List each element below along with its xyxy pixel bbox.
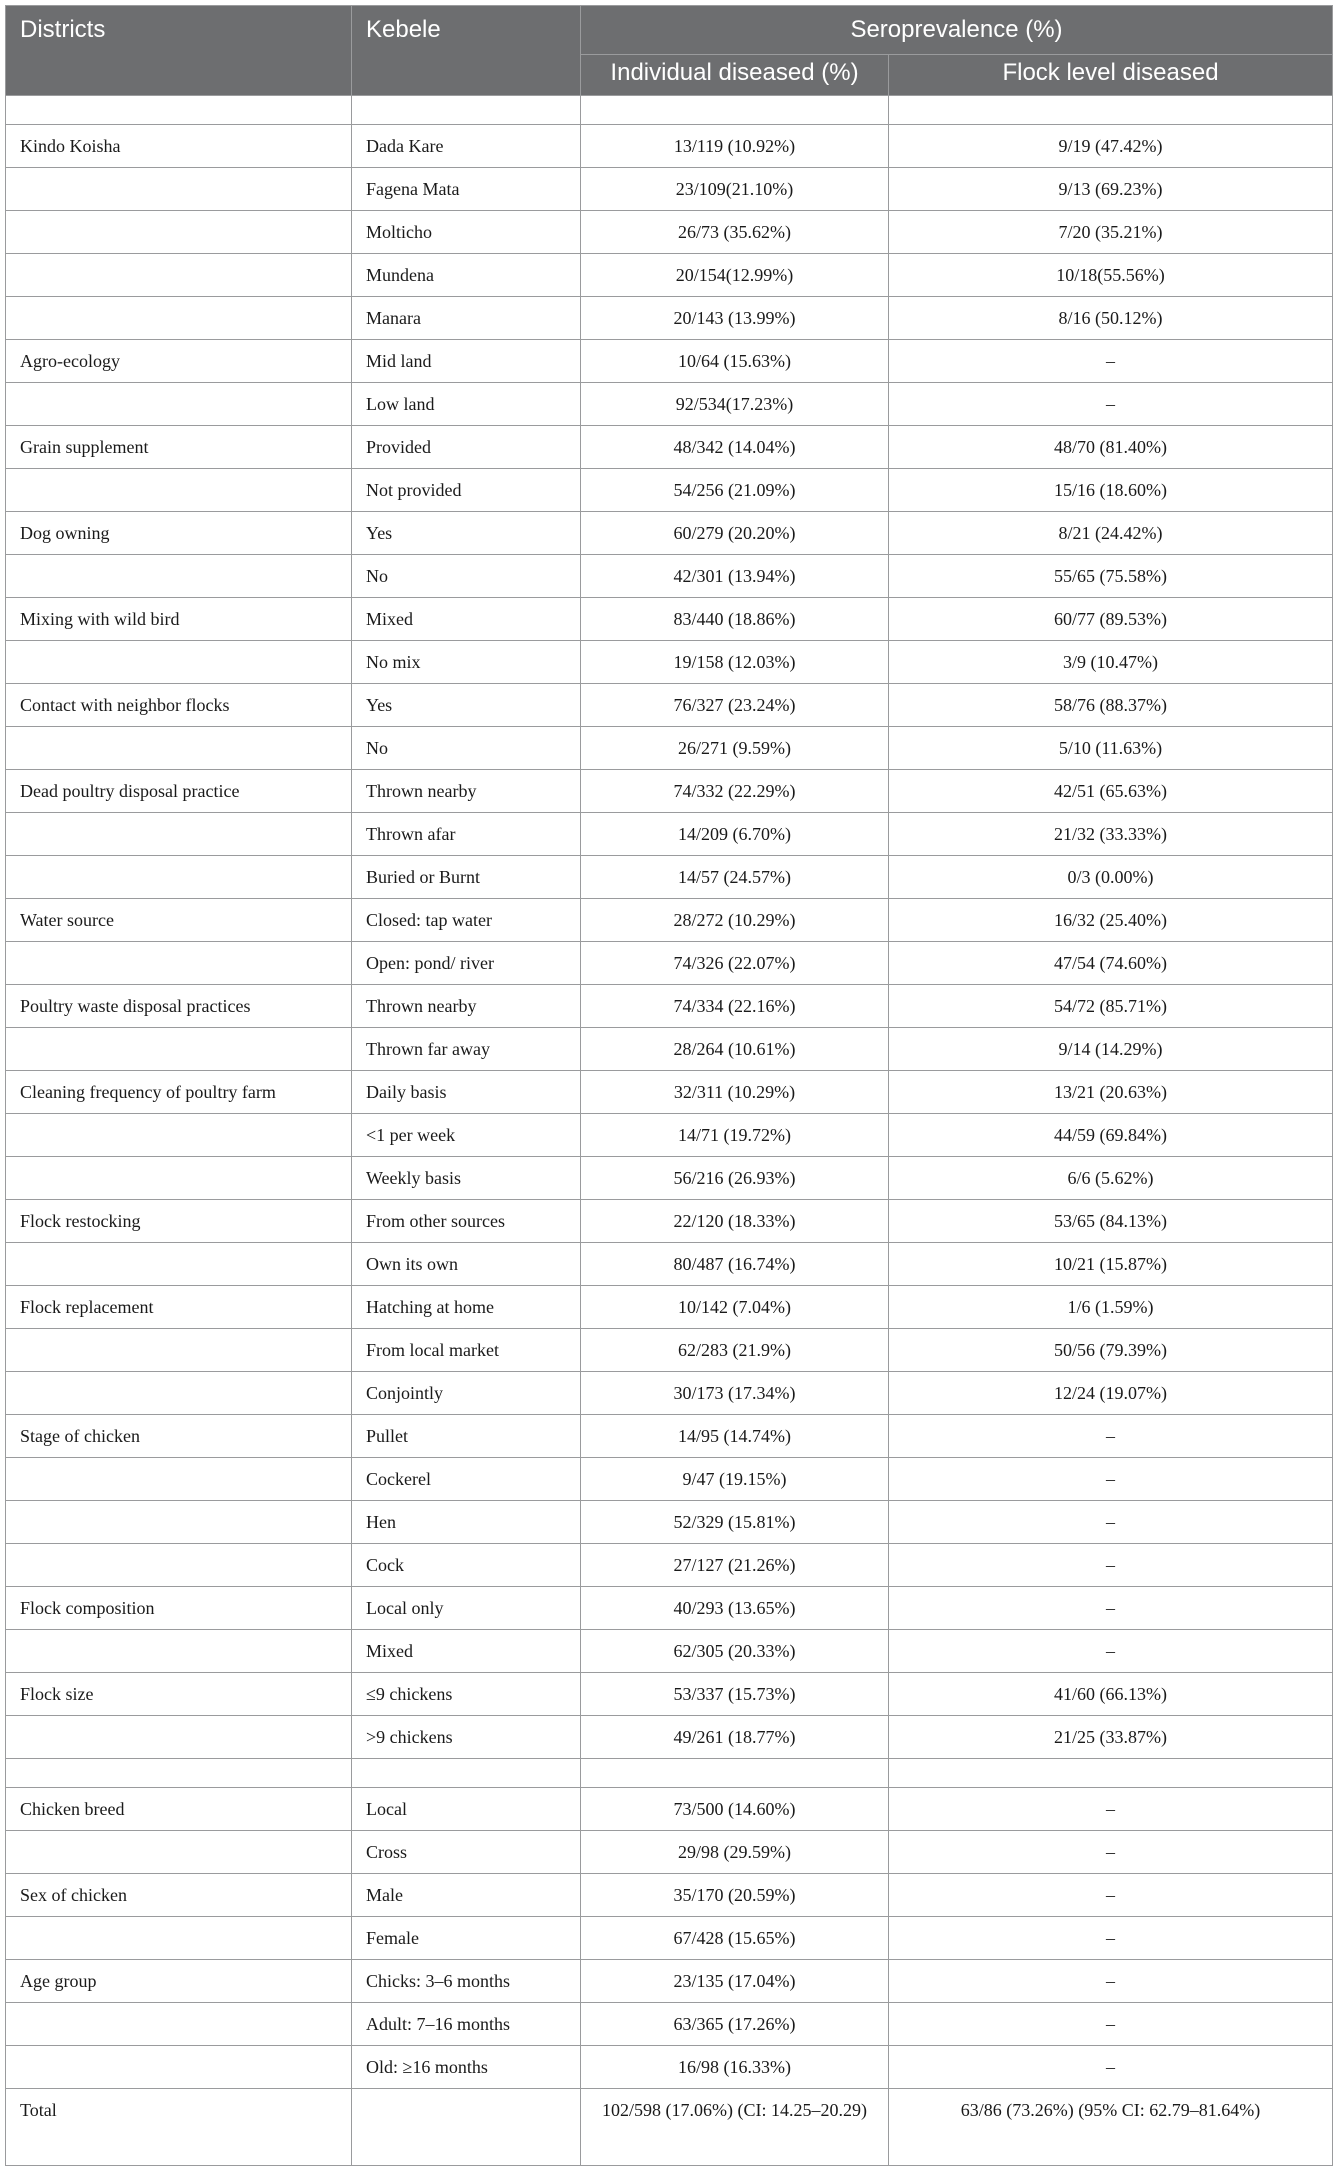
flock-level-diseased-cell: 12/24 (19.07%) — [889, 1372, 1333, 1415]
table-row — [6, 1329, 1333, 1372]
flock-level-diseased-cell: – — [889, 2003, 1333, 2046]
individual-diseased-cell: 16/98 (16.33%) — [581, 2046, 889, 2089]
table-row — [6, 426, 1333, 469]
district-cell — [6, 1243, 352, 1286]
table-header — [6, 6, 1333, 96]
table-row — [6, 770, 1333, 813]
district-cell — [6, 1372, 352, 1415]
flock-level-diseased-cell — [889, 96, 1333, 125]
individual-diseased-cell: 22/120 (18.33%) — [581, 1200, 889, 1243]
individual-diseased-cell: 35/170 (20.59%) — [581, 1874, 889, 1917]
district-cell: Age group — [6, 1960, 352, 2003]
table-row — [6, 555, 1333, 598]
flock-level-diseased-cell: – — [889, 1831, 1333, 1874]
table-row — [6, 1960, 1333, 2003]
individual-diseased-cell: 29/98 (29.59%) — [581, 1831, 889, 1874]
kebele-cell: Chicks: 3–6 months — [352, 1960, 581, 2003]
flock-level-diseased-cell: 15/16 (18.60%) — [889, 469, 1333, 512]
flock-level-diseased-cell: 41/60 (66.13%) — [889, 1673, 1333, 1716]
district-cell — [6, 1028, 352, 1071]
flock-level-diseased-cell: 10/21 (15.87%) — [889, 1243, 1333, 1286]
kebele-cell: Daily basis — [352, 1071, 581, 1114]
district-cell — [6, 383, 352, 426]
district-cell: Cleaning frequency of poultry farm — [6, 1071, 352, 1114]
table-row — [6, 684, 1333, 727]
table-row — [6, 125, 1333, 168]
individual-diseased-cell: 67/428 (15.65%) — [581, 1917, 889, 1960]
kebele-cell: Hen — [352, 1501, 581, 1544]
flock-level-diseased-cell: 21/25 (33.87%) — [889, 1716, 1333, 1759]
individual-diseased-cell: 80/487 (16.74%) — [581, 1243, 889, 1286]
district-cell: Kindo Koisha — [6, 125, 352, 168]
flock-level-diseased-cell: 10/18(55.56%) — [889, 254, 1333, 297]
kebele-cell — [352, 1759, 581, 1788]
table-row — [6, 340, 1333, 383]
seroprevalence-table-container — [5, 5, 1332, 2166]
district-cell — [6, 1716, 352, 1759]
district-cell: Flock restocking — [6, 1200, 352, 1243]
district-cell: Contact with neighbor flocks — [6, 684, 352, 727]
table-row — [6, 383, 1333, 426]
table-row — [6, 211, 1333, 254]
kebele-cell: ≤9 chickens — [352, 1673, 581, 1716]
kebele-cell: Mixed — [352, 598, 581, 641]
district-cell: Dead poultry disposal practice — [6, 770, 352, 813]
flock-level-diseased-cell: 7/20 (35.21%) — [889, 211, 1333, 254]
district-cell — [6, 1917, 352, 1960]
kebele-cell: Cross — [352, 1831, 581, 1874]
flock-level-diseased-cell: 8/21 (24.42%) — [889, 512, 1333, 555]
individual-diseased-cell: 62/283 (21.9%) — [581, 1329, 889, 1372]
district-cell: Total — [6, 2089, 352, 2166]
district-cell — [6, 1157, 352, 1200]
district-cell: Flock composition — [6, 1587, 352, 1630]
kebele-cell: Closed: tap water — [352, 899, 581, 942]
kebele-cell: Cockerel — [352, 1458, 581, 1501]
individual-diseased-cell: 26/73 (35.62%) — [581, 211, 889, 254]
table-row — [6, 598, 1333, 641]
header-seroprevalence: Seroprevalence (%) — [581, 6, 1333, 55]
table-row — [6, 1630, 1333, 1673]
kebele-cell: Local — [352, 1788, 581, 1831]
table-row — [6, 1917, 1333, 1960]
district-cell: Water source — [6, 899, 352, 942]
kebele-cell — [352, 96, 581, 125]
flock-level-diseased-cell: 60/77 (89.53%) — [889, 598, 1333, 641]
flock-level-diseased-cell: 63/86 (73.26%) (95% CI: 62.79–81.64%) — [889, 2089, 1333, 2166]
flock-level-diseased-cell: – — [889, 1917, 1333, 1960]
table-row — [6, 1716, 1333, 1759]
district-cell: Flock replacement — [6, 1286, 352, 1329]
individual-diseased-cell: 14/95 (14.74%) — [581, 1415, 889, 1458]
kebele-cell: Thrown far away — [352, 1028, 581, 1071]
table-row — [6, 1458, 1333, 1501]
kebele-cell: <1 per week — [352, 1114, 581, 1157]
district-cell: Chicken breed — [6, 1788, 352, 1831]
district-cell — [6, 297, 352, 340]
flock-level-diseased-cell: 53/65 (84.13%) — [889, 1200, 1333, 1243]
individual-diseased-cell: 26/271 (9.59%) — [581, 727, 889, 770]
flock-level-diseased-cell: 9/14 (14.29%) — [889, 1028, 1333, 1071]
flock-level-diseased-cell: 9/19 (47.42%) — [889, 125, 1333, 168]
kebele-cell: Thrown nearby — [352, 985, 581, 1028]
flock-level-diseased-cell: 3/9 (10.47%) — [889, 641, 1333, 684]
table-row — [6, 1243, 1333, 1286]
district-cell — [6, 813, 352, 856]
district-cell — [6, 211, 352, 254]
table-row — [6, 1415, 1333, 1458]
district-cell — [6, 856, 352, 899]
individual-diseased-cell: 13/119 (10.92%) — [581, 125, 889, 168]
flock-level-diseased-cell: 0/3 (0.00%) — [889, 856, 1333, 899]
table-row — [6, 2003, 1333, 2046]
kebele-cell: Female — [352, 1917, 581, 1960]
district-cell — [6, 1544, 352, 1587]
flock-level-diseased-cell: – — [889, 383, 1333, 426]
flock-level-diseased-cell: – — [889, 1874, 1333, 1917]
individual-diseased-cell: 74/332 (22.29%) — [581, 770, 889, 813]
flock-level-diseased-cell: 58/76 (88.37%) — [889, 684, 1333, 727]
district-cell — [6, 727, 352, 770]
kebele-cell: Provided — [352, 426, 581, 469]
individual-diseased-cell: 62/305 (20.33%) — [581, 1630, 889, 1673]
flock-level-diseased-cell: – — [889, 1630, 1333, 1673]
kebele-cell: Mixed — [352, 1630, 581, 1673]
table-row — [6, 1157, 1333, 1200]
kebele-cell: From other sources — [352, 1200, 581, 1243]
flock-level-diseased-cell: – — [889, 1960, 1333, 2003]
kebele-cell: From local market — [352, 1329, 581, 1372]
table-row — [6, 942, 1333, 985]
kebele-cell: Open: pond/ river — [352, 942, 581, 985]
district-cell: Mixing with wild bird — [6, 598, 352, 641]
individual-diseased-cell: 28/264 (10.61%) — [581, 1028, 889, 1071]
individual-diseased-cell: 9/47 (19.15%) — [581, 1458, 889, 1501]
header-kebele: Kebele — [352, 6, 581, 96]
kebele-cell: Fagena Mata — [352, 168, 581, 211]
kebele-cell: Thrown nearby — [352, 770, 581, 813]
flock-level-diseased-cell: 13/21 (20.63%) — [889, 1071, 1333, 1114]
kebele-cell: Mundena — [352, 254, 581, 297]
individual-diseased-cell: 20/154(12.99%) — [581, 254, 889, 297]
table-row — [6, 254, 1333, 297]
district-cell — [6, 641, 352, 684]
individual-diseased-cell: 83/440 (18.86%) — [581, 598, 889, 641]
district-cell — [6, 1501, 352, 1544]
flock-level-diseased-cell: 21/32 (33.33%) — [889, 813, 1333, 856]
individual-diseased-cell: 52/329 (15.81%) — [581, 1501, 889, 1544]
flock-level-diseased-cell: – — [889, 1458, 1333, 1501]
district-cell — [6, 168, 352, 211]
table-row — [6, 813, 1333, 856]
seroprevalence-table — [5, 5, 1333, 2166]
table-row — [6, 2046, 1333, 2089]
kebele-cell: Pullet — [352, 1415, 581, 1458]
kebele-cell: >9 chickens — [352, 1716, 581, 1759]
individual-diseased-cell: 56/216 (26.93%) — [581, 1157, 889, 1200]
district-cell: Poultry waste disposal practices — [6, 985, 352, 1028]
kebele-cell: Adult: 7–16 months — [352, 2003, 581, 2046]
kebele-cell: Weekly basis — [352, 1157, 581, 1200]
kebele-cell: Own its own — [352, 1243, 581, 1286]
individual-diseased-cell: 40/293 (13.65%) — [581, 1587, 889, 1630]
district-cell: Sex of chicken — [6, 1874, 352, 1917]
individual-diseased-cell: 14/71 (19.72%) — [581, 1114, 889, 1157]
table-row — [6, 1286, 1333, 1329]
table-row — [6, 1372, 1333, 1415]
table-row — [6, 727, 1333, 770]
district-cell: Grain supplement — [6, 426, 352, 469]
kebele-cell: Conjointly — [352, 1372, 581, 1415]
district-cell — [6, 1458, 352, 1501]
flock-level-diseased-cell — [889, 1759, 1333, 1788]
header-flock-level-diseased: Flock level diseased — [889, 55, 1333, 96]
table-row — [6, 1028, 1333, 1071]
table-row — [6, 985, 1333, 1028]
district-cell: Agro-ecology — [6, 340, 352, 383]
table-row — [6, 1200, 1333, 1243]
kebele-cell: Not provided — [352, 469, 581, 512]
kebele-cell: Yes — [352, 512, 581, 555]
table-row — [6, 469, 1333, 512]
kebele-cell: Mid land — [352, 340, 581, 383]
individual-diseased-cell: 10/64 (15.63%) — [581, 340, 889, 383]
kebele-cell: Male — [352, 1874, 581, 1917]
individual-diseased-cell: 53/337 (15.73%) — [581, 1673, 889, 1716]
individual-diseased-cell: 63/365 (17.26%) — [581, 2003, 889, 2046]
individual-diseased-cell: 74/334 (22.16%) — [581, 985, 889, 1028]
individual-diseased-cell — [581, 1759, 889, 1788]
district-cell — [6, 555, 352, 598]
district-cell: Dog owning — [6, 512, 352, 555]
table-row — [6, 1788, 1333, 1831]
kebele-cell: Yes — [352, 684, 581, 727]
kebele-cell: No — [352, 727, 581, 770]
table-row — [6, 1114, 1333, 1157]
flock-level-diseased-cell: – — [889, 1788, 1333, 1831]
flock-level-diseased-cell: 9/13 (69.23%) — [889, 168, 1333, 211]
kebele-cell: No mix — [352, 641, 581, 684]
individual-diseased-cell: 54/256 (21.09%) — [581, 469, 889, 512]
individual-diseased-cell: 49/261 (18.77%) — [581, 1716, 889, 1759]
flock-level-diseased-cell: – — [889, 1587, 1333, 1630]
kebele-cell: Low land — [352, 383, 581, 426]
kebele-cell: Manara — [352, 297, 581, 340]
header-districts: Districts — [6, 6, 352, 96]
kebele-cell: No — [352, 555, 581, 598]
kebele-cell: Cock — [352, 1544, 581, 1587]
individual-diseased-cell: 28/272 (10.29%) — [581, 899, 889, 942]
table-row — [6, 641, 1333, 684]
kebele-cell: Old: ≥16 months — [352, 2046, 581, 2089]
individual-diseased-cell: 76/327 (23.24%) — [581, 684, 889, 727]
individual-diseased-cell: 30/173 (17.34%) — [581, 1372, 889, 1415]
individual-diseased-cell: 48/342 (14.04%) — [581, 426, 889, 469]
table-body — [6, 96, 1333, 2166]
kebele-cell: Buried or Burnt — [352, 856, 581, 899]
individual-diseased-cell: 32/311 (10.29%) — [581, 1071, 889, 1114]
kebele-cell: Molticho — [352, 211, 581, 254]
district-cell — [6, 1759, 352, 1788]
individual-diseased-cell: 60/279 (20.20%) — [581, 512, 889, 555]
flock-level-diseased-cell: – — [889, 1544, 1333, 1587]
district-cell: Stage of chicken — [6, 1415, 352, 1458]
table-row — [6, 856, 1333, 899]
kebele-cell: Thrown afar — [352, 813, 581, 856]
district-cell — [6, 1114, 352, 1157]
district-cell — [6, 1329, 352, 1372]
flock-level-diseased-cell: 42/51 (65.63%) — [889, 770, 1333, 813]
individual-diseased-cell: 10/142 (7.04%) — [581, 1286, 889, 1329]
table-row — [6, 1673, 1333, 1716]
flock-level-diseased-cell: 54/72 (85.71%) — [889, 985, 1333, 1028]
flock-level-diseased-cell: 1/6 (1.59%) — [889, 1286, 1333, 1329]
flock-level-diseased-cell: 50/56 (79.39%) — [889, 1329, 1333, 1372]
district-cell — [6, 2003, 352, 2046]
individual-diseased-cell: 27/127 (21.26%) — [581, 1544, 889, 1587]
flock-level-diseased-cell: – — [889, 1415, 1333, 1458]
flock-level-diseased-cell: 47/54 (74.60%) — [889, 942, 1333, 985]
individual-diseased-cell: 92/534(17.23%) — [581, 383, 889, 426]
individual-diseased-cell: 73/500 (14.60%) — [581, 1788, 889, 1831]
spacer-row — [6, 1759, 1333, 1788]
table-row — [6, 1587, 1333, 1630]
district-cell — [6, 1831, 352, 1874]
table-row — [6, 1071, 1333, 1114]
table-row — [6, 168, 1333, 211]
individual-diseased-cell — [581, 96, 889, 125]
flock-level-diseased-cell: – — [889, 1501, 1333, 1544]
flock-level-diseased-cell: 44/59 (69.84%) — [889, 1114, 1333, 1157]
kebele-cell: Hatching at home — [352, 1286, 581, 1329]
district-cell — [6, 254, 352, 297]
district-cell — [6, 469, 352, 512]
district-cell: Flock size — [6, 1673, 352, 1716]
kebele-cell: Dada Kare — [352, 125, 581, 168]
individual-diseased-cell: 20/143 (13.99%) — [581, 297, 889, 340]
individual-diseased-cell: 23/135 (17.04%) — [581, 1960, 889, 2003]
flock-level-diseased-cell: 6/6 (5.62%) — [889, 1157, 1333, 1200]
flock-level-diseased-cell: 8/16 (50.12%) — [889, 297, 1333, 340]
table-row — [6, 1501, 1333, 1544]
district-cell — [6, 942, 352, 985]
flock-level-diseased-cell: – — [889, 340, 1333, 383]
flock-level-diseased-cell: – — [889, 2046, 1333, 2089]
individual-diseased-cell: 102/598 (17.06%) (CI: 14.25–20.29) — [581, 2089, 889, 2166]
individual-diseased-cell: 74/326 (22.07%) — [581, 942, 889, 985]
table-row — [6, 1874, 1333, 1917]
spacer-row — [6, 96, 1333, 125]
table-row — [6, 1831, 1333, 1874]
flock-level-diseased-cell: 5/10 (11.63%) — [889, 727, 1333, 770]
table-row — [6, 512, 1333, 555]
individual-diseased-cell: 42/301 (13.94%) — [581, 555, 889, 598]
table-row — [6, 899, 1333, 942]
flock-level-diseased-cell: 16/32 (25.40%) — [889, 899, 1333, 942]
flock-level-diseased-cell: 48/70 (81.40%) — [889, 426, 1333, 469]
kebele-cell: Local only — [352, 1587, 581, 1630]
district-cell — [6, 96, 352, 125]
district-cell — [6, 2046, 352, 2089]
individual-diseased-cell: 14/209 (6.70%) — [581, 813, 889, 856]
table-row — [6, 1544, 1333, 1587]
individual-diseased-cell: 23/109(21.10%) — [581, 168, 889, 211]
individual-diseased-cell: 19/158 (12.03%) — [581, 641, 889, 684]
header-individual-diseased: Individual diseased (%) — [581, 55, 889, 96]
flock-level-diseased-cell: 55/65 (75.58%) — [889, 555, 1333, 598]
individual-diseased-cell: 14/57 (24.57%) — [581, 856, 889, 899]
district-cell — [6, 1630, 352, 1673]
table-row — [6, 297, 1333, 340]
